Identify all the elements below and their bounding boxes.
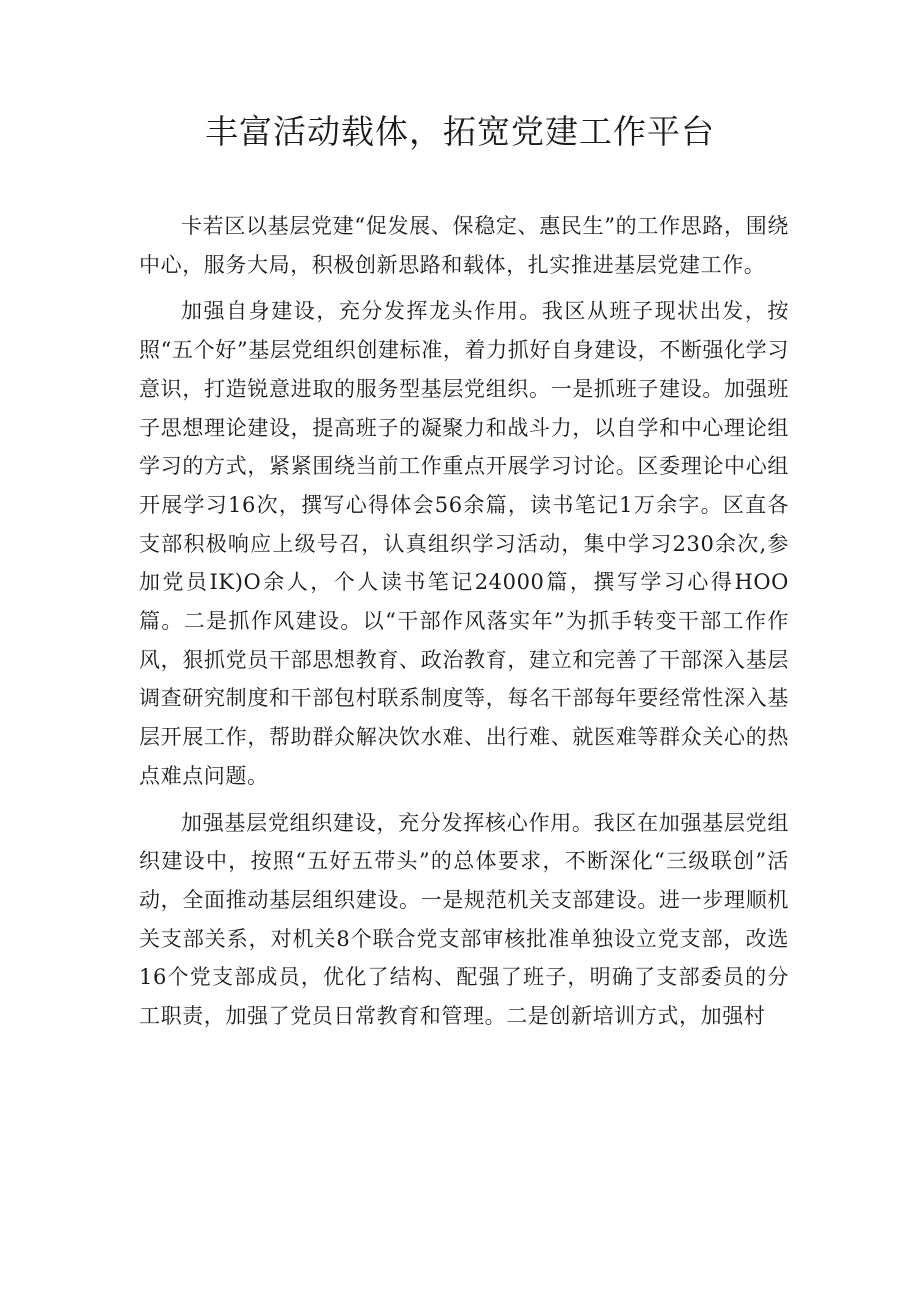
document-title: 丰富活动载体，拓宽党建工作平台 xyxy=(205,112,715,151)
paragraph-intro: 卡若区以基层党建“促发展、保稳定、惠民生”的工作思路，围绕中心，服务大局，积极创新思路和载体，扎实推进基层党建工作。 xyxy=(139,214,789,277)
document-body xyxy=(139,207,789,1036)
paragraph-grassroots-building: 加强基层党组织建设，充分发挥核心作用。我区在加强基层党组织建设中，按照“五好五带头”的总体要求，不断深化“三级联创”活动，全面推动基层组织建设。一是规范机关支部建设。进一步理顺机关支部关系，对机关8个联合党支部审核批准单独设立党支部，改选16个党支部成员，优化了结构、配强了班子，明确了支部委员的分工职责，加强了党员日常教育和管理。二是创新培训方式，加强村 xyxy=(139,810,789,1029)
paragraph-self-building: 加强自身建设，充分发挥龙头作用。我区从班子现状出发，按照“五个好”基层党组织创建标准，着力抓好自身建设，不断强化学习意识，打造锐意进取的服务型基层党组织。一是抓班子建设。加强班子思想理论建设，提高班子的凝聚力和战斗力，以自学和中心理论组学习的方式，紧紧围绕当前工作重点开展学习讨论。区委理论中心组开展学习16次，撰写心得体会56余篇，读书笔记1万余字。区直各支部积极响应上级号召，认真组织学习活动，集中学习230余次,参加党员IK)O余人，个人读书笔记24000篇，撰写学习心得HOO篇。二是抓作风建设。以“干部作风落实年”为抓手转变干部工作作风，狠抓党员干部思想教育、政治教育，建立和完善了干部深入基层调查研究制度和干部包村联系制度等，每名干部每年要经常性深入基层开展工作，帮助群众解决饮水难、出行难、就医难等群众关心的热点难点问题。 xyxy=(139,299,789,788)
